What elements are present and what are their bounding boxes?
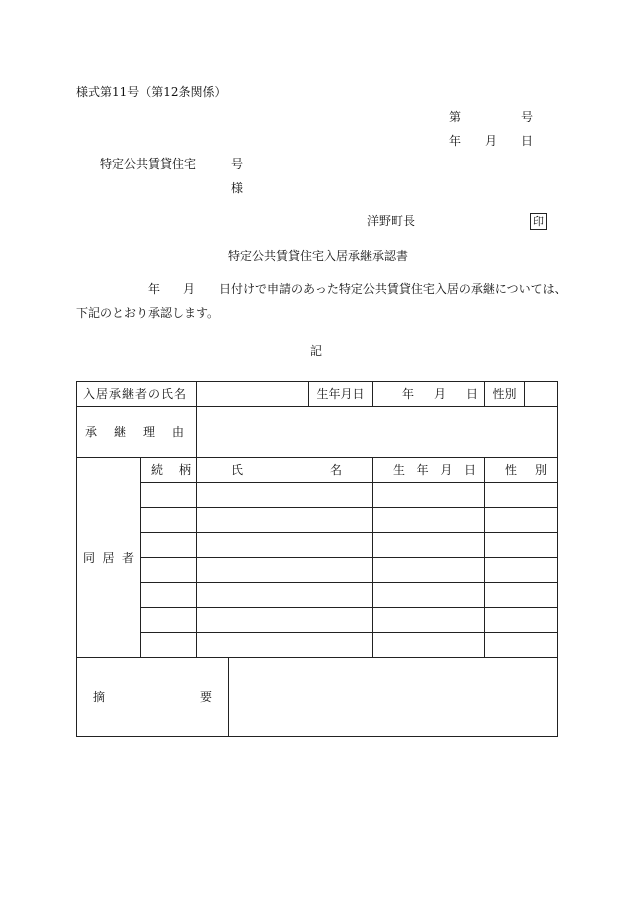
col-sex-header-1: 性: [505, 463, 518, 477]
successor-name-field[interactable]: [197, 382, 309, 407]
body-text-line1: 日付けで申請のあった特定公共賃貸住宅入居の承継については、: [219, 282, 567, 296]
body-year: 年: [148, 282, 161, 296]
sex-field[interactable]: [525, 382, 558, 407]
reason-label-char: 由: [172, 425, 185, 439]
cohabitant-sex-cell[interactable]: [485, 508, 558, 533]
col-birth-char: 月: [440, 463, 453, 477]
cohabitant-sex-cell[interactable]: [485, 633, 558, 658]
cohabitant-relation-cell[interactable]: [141, 608, 197, 633]
successor-name-label: 入居承継者の氏名: [77, 382, 197, 407]
remarks-label: [77, 658, 229, 737]
reason-label: [77, 407, 197, 458]
cohabitant-relation-cell[interactable]: [141, 558, 197, 583]
remarks-field[interactable]: [229, 658, 558, 737]
reason-field[interactable]: [197, 407, 558, 458]
cohabitant-sex-cell[interactable]: [485, 608, 558, 633]
addressee-number: 号: [231, 157, 244, 171]
cohabitant-sex-cell[interactable]: [485, 533, 558, 558]
col-relation-header: [141, 458, 197, 483]
date-month: 月: [485, 134, 498, 148]
addressee-housing: 特定公共賃貸住宅: [100, 157, 197, 171]
cohabitant-row: [77, 583, 558, 608]
cohabitant-row: [77, 508, 558, 533]
cohabitant-name-cell[interactable]: [197, 533, 373, 558]
date-year: 年: [449, 134, 462, 148]
document-title: 特定公共賃貸住宅入居承継承認書: [228, 249, 409, 263]
birthdate-year: 年: [401, 387, 414, 401]
col-sex-header-2: 別: [535, 463, 548, 477]
cohabitant-name-cell[interactable]: [197, 633, 373, 658]
cohabitant-label-char: 同: [83, 550, 96, 565]
cohabitant-label-char: 者: [121, 550, 134, 565]
addressee-honorific: 様: [231, 181, 244, 195]
cohabitant-row: [77, 533, 558, 558]
remarks-row: [77, 658, 558, 737]
cohabitant-row: [77, 608, 558, 633]
birthdate-month: 月: [434, 387, 447, 401]
cohabitant-name-cell[interactable]: [197, 508, 373, 533]
remarks-label-2: 要: [200, 690, 213, 704]
cohabitant-birth-cell[interactable]: [373, 583, 485, 608]
ref-number-prefix: 第: [449, 110, 462, 124]
reason-label-char: 承: [85, 425, 98, 439]
remarks-label-1: 摘: [93, 690, 106, 704]
reason-label-char: 理: [143, 425, 156, 439]
cohabitant-relation-cell[interactable]: [141, 533, 197, 558]
cohabitant-sex-cell[interactable]: [485, 558, 558, 583]
cohabitant-relation-cell[interactable]: [141, 633, 197, 658]
birthdate-day: 日: [466, 387, 479, 401]
birthdate-label: 生年月日: [309, 382, 373, 407]
cohabitant-birth-cell[interactable]: [373, 558, 485, 583]
cohabitant-birth-cell[interactable]: [373, 483, 485, 508]
ref-number-suffix: 号: [521, 110, 534, 124]
col-relation-char: 柄: [179, 463, 192, 477]
date-day: 日: [521, 134, 534, 148]
col-relation-char: 続: [151, 463, 164, 477]
col-birth-char: 生: [393, 463, 406, 477]
body-month: 月: [183, 282, 196, 296]
col-name-header: [197, 458, 373, 483]
cohabitant-name-cell[interactable]: [197, 583, 373, 608]
cohabitant-label-char: 居: [102, 550, 115, 565]
col-birth-char: 日: [463, 463, 476, 477]
cohabitant-name-cell[interactable]: [197, 608, 373, 633]
cohabitant-birth-cell[interactable]: [373, 508, 485, 533]
cohabitant-name-cell[interactable]: [197, 558, 373, 583]
ki-heading: 記: [310, 344, 323, 358]
issuer: 洋野町長: [367, 214, 416, 228]
cohabitant-sex-cell[interactable]: [485, 483, 558, 508]
cohabitant-name-cell[interactable]: [197, 483, 373, 508]
seal-mark: 印: [530, 213, 547, 230]
cohabitant-relation-cell[interactable]: [141, 483, 197, 508]
successor-row: [77, 382, 558, 407]
reason-row: [77, 407, 558, 458]
cohabitant-relation-cell[interactable]: [141, 583, 197, 608]
cohabitant-birth-cell[interactable]: [373, 533, 485, 558]
col-name-header-2: 名: [330, 463, 343, 477]
body-text-line2: 下記のとおり承認します。: [76, 306, 220, 320]
cohabitant-birth-cell[interactable]: [373, 608, 485, 633]
reason-label-char: 継: [114, 425, 127, 439]
cohabitant-header-row: [77, 458, 558, 483]
col-name-header-1: 氏: [231, 463, 244, 477]
cohabitant-row: [77, 633, 558, 658]
sex-label: 性別: [485, 382, 525, 407]
form-id: 様式第11号（第12条関係）: [76, 85, 227, 99]
cohabitant-sex-cell[interactable]: [485, 583, 558, 608]
cohabitant-row: [77, 483, 558, 508]
cohabitant-row: [77, 558, 558, 583]
cohabitant-label: [77, 458, 141, 658]
col-birth-header: [373, 458, 485, 483]
birthdate-field[interactable]: [373, 382, 485, 407]
approval-table: [76, 381, 558, 737]
col-birth-char: 年: [416, 463, 429, 477]
cohabitant-relation-cell[interactable]: [141, 508, 197, 533]
cohabitant-birth-cell[interactable]: [373, 633, 485, 658]
col-sex-header: [485, 458, 558, 483]
